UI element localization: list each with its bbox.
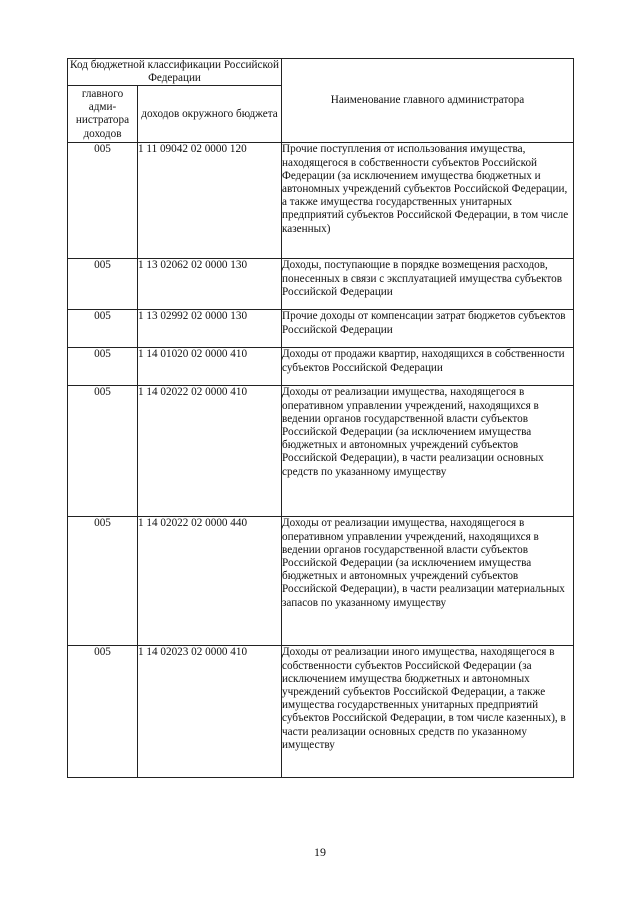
header-main-administrator: главного адми-нистратора доходов bbox=[68, 86, 138, 143]
table-row bbox=[68, 259, 574, 310]
admin-code-cell: 005 bbox=[68, 143, 138, 259]
admin-code-cell: 005 bbox=[68, 310, 138, 348]
administrator-name-cell: Доходы от продажи квартир, находящихся в собственности субъектов Российской Федерации bbox=[282, 348, 574, 386]
admin-code-cell: 005 bbox=[68, 259, 138, 310]
budget-code-cell: 1 11 09042 02 0000 120 bbox=[138, 143, 282, 259]
header-budget-code-group: Код бюджетной классификации Российской Федерации bbox=[68, 59, 282, 86]
table-row bbox=[68, 348, 574, 386]
budget-code-cell: 1 13 02992 02 0000 130 bbox=[138, 310, 282, 348]
admin-code-cell: 005 bbox=[68, 348, 138, 386]
table-row bbox=[68, 143, 574, 259]
admin-code-cell: 005 bbox=[68, 517, 138, 646]
administrator-name-cell: Доходы, поступающие в порядке возмещения расходов, понесенных в связи с эксплуатацией имущества субъектов Российской Федерации bbox=[282, 259, 574, 310]
budget-code-cell: 1 14 02023 02 0000 410 bbox=[138, 646, 282, 778]
administrator-name-cell: Доходы от реализации иного имущества, находящегося в собственности субъектов Российской Федерации (за исключением имущества бюджетных и автономных учреждений субъектов Российской Федерации, а также имущества государственных унитарных предприятий субъектов Российской Федерации, в том числе казенных), в части реализации основных средств по указанному имуществу bbox=[282, 646, 574, 778]
budget-code-cell: 1 14 02022 02 0000 440 bbox=[138, 517, 282, 646]
table-row bbox=[68, 310, 574, 348]
budget-code-cell: 1 13 02062 02 0000 130 bbox=[138, 259, 282, 310]
table-row bbox=[68, 386, 574, 517]
header-district-budget-income: доходов окружного бюджета bbox=[138, 86, 282, 143]
table-body bbox=[68, 143, 574, 778]
administrator-name-cell: Доходы от реализации имущества, находящегося в оперативном управлении учреждений, находящихся в ведении органов государственной власти субъектов Российской Федерации (за исключением имущества бюджетных и автономных учреждений субъектов Российской Федерации), в части реализации материальных запасов по указанному имуществу bbox=[282, 517, 574, 646]
header-administrator-name: Наименование главного администратора bbox=[282, 59, 574, 143]
budget-code-cell: 1 14 02022 02 0000 410 bbox=[138, 386, 282, 517]
table-row bbox=[68, 646, 574, 778]
budget-code-cell: 1 14 01020 02 0000 410 bbox=[138, 348, 282, 386]
page-number: 19 bbox=[314, 845, 326, 859]
administrator-name-cell: Прочие доходы от компенсации затрат бюджетов субъектов Российской Федерации bbox=[282, 310, 574, 348]
admin-code-cell: 005 bbox=[68, 386, 138, 517]
admin-code-cell: 005 bbox=[68, 646, 138, 778]
table-header-row bbox=[68, 59, 574, 86]
administrator-name-cell: Прочие поступления от использования имущества, находящегося в собственности субъектов Российской Федерации (за исключением имущества бюджетных и автономных учреждений субъектов Российской Федерации, а также имущества государственных унитарных предприятий субъектов Российской Федерации, в том числе казенных) bbox=[282, 143, 574, 259]
budget-classification-table bbox=[67, 58, 574, 778]
table-row bbox=[68, 517, 574, 646]
administrator-name-cell: Доходы от реализации имущества, находящегося в оперативном управлении учреждений, находящихся в ведении органов государственной власти субъектов Российской Федерации (за исключением имущества бюджетных и автономных учреждений субъектов Российской Федерации), в части реализации основных средств по указанному имуществу bbox=[282, 386, 574, 517]
